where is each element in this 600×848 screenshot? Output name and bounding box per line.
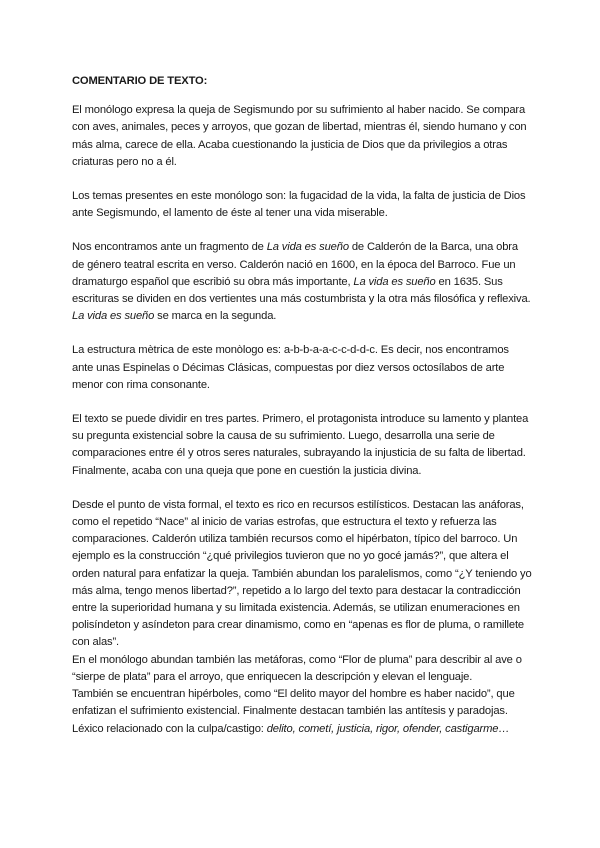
document-title: COMENTARIO DE TEXTO: — [72, 75, 208, 87]
paragraph-context — [72, 239, 532, 325]
paragraph-themes: Los temas presentes en este monólogo son: la fugacidad de la vida, la falta de justicia de Dios ante Segismundo, el lamento de éste al tener una vida miserable. — [72, 190, 526, 220]
context-text-3: en 1635. Sus escrituras se dividen en dos vertientes una más costumbrista y la otra más filosófica y reflexiva. — [72, 275, 531, 306]
paragraph-structure: El texto se puede dividir en tres partes. Primero, el protagonista introduce su lamento y plantea su pregunta existencial sobre la causa de su sufrimiento. Luego, desarrolla una serie de comparaciones entre él y otros seres naturales, subrayando la injusticia de su falta de libertad. Finalmente, acaba con una queja que pone en cuestión la justicia divina. — [72, 413, 529, 477]
paragraph-hyperboles: También se encuentran hipérboles, como “El delito mayor del hombre es haber nacido”, que enfatizan el sufrimiento existencial. Finalmente destacan también las antítesis y paradojas. — [72, 688, 515, 718]
context-text-2: de Calderón de la Barca, una obra de género teatral escrita en verso. Calderón nació en 1600, en la época del Barroco. Fue un dramaturgo español que escribió su obra más importante, — [72, 241, 518, 288]
context-text-4: se marca en la segunda. — [154, 310, 277, 323]
work-title-1: La vida es sueño — [266, 241, 349, 254]
lexicon-words: delito, cometí, justicia, rigor, ofender, castigarme… — [266, 722, 510, 735]
lexicon-label: Léxico relacionado con la culpa/castigo: — [72, 722, 267, 735]
paragraph-lexicon — [72, 721, 532, 738]
work-title-3: La vida es sueño — [72, 310, 155, 323]
work-title-2: La vida es sueño — [353, 275, 436, 288]
context-text-1: Nos encontramos ante un fragmento de — [72, 241, 267, 254]
paragraph-metrics: La estructura mètrica de este monòlogo es: a-b-b-a-a-c-c-d-d-c. Es decir, nos encontramos ante unas Espinelas o Décimas Clásicas, compuestas por diez versos octosílabos de arte menor con rima consonante. — [72, 344, 509, 391]
document-body — [72, 73, 532, 738]
paragraph-summary: El monólogo expresa la queja de Segismundo por su sufrimiento al haber nacido. Se compara con aves, animales, peces y arroyos, que gozan de libertad, mientras él, siendo humano y con más alma, carece de ella. Acaba cuestionando la justicia de Dios que da privilegios a otras criaturas pero no a él. — [72, 104, 527, 168]
paragraph-metaphors: En el monólogo abundan también las metáforas, como “Flor de pluma” para describir al ave o “sierpe de plata” para el arroyo, que enriquecen la descripción y elevan el lenguaje. — [72, 653, 522, 683]
paragraph-stylistic-resources: Desde el punto de vista formal, el texto es rico en recursos estilísticos. Destacan las anáforas, como el repetido “Nace” al inicio de varias estrofas, que estructura el texto y refuerza las comparaciones. Calderón utiliza también recursos como el hipérbaton, típico del barroco. Un ejemplo es la construcción “¿qué privilegios tuvieron que no yo gocé jamás?”, que altera el orden natural para enfatizar la queja. También abundan los paralelismos, como “¿Y teniendo yo más alma, tengo menos libertad?”, repetido a lo largo del texto para destacar la contradicción entre la superioridad humana y su limitada existencia. Además, se utilizan enumeraciones en polisíndeton y asíndeton para crear dinamismo, como en “apenas es flor de pluma, o ramillete con alas”. — [72, 498, 532, 649]
